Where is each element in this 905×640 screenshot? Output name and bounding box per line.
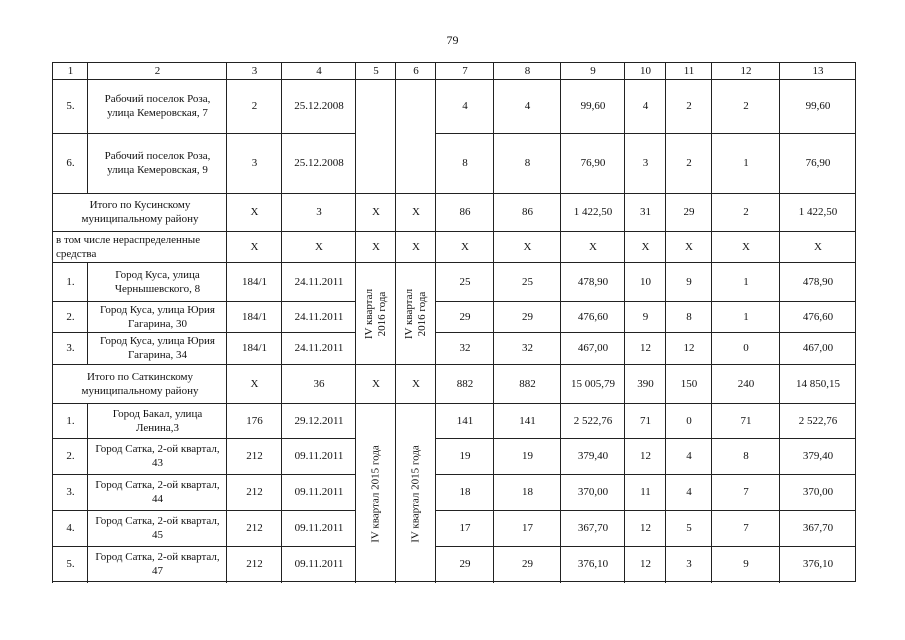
doc-date: 09.11.2011 (281, 474, 356, 511)
doc-date: 09.11.2011 (281, 546, 356, 583)
roza-col6-merged (395, 79, 436, 194)
header-col-13: 13 (779, 62, 856, 80)
address-cell: Рабочий поселок Роза, улица Кемеровская, 7 (87, 79, 227, 134)
col12-value: 8 (711, 438, 780, 475)
col7-value: 19 (435, 438, 494, 475)
total-col-8: 882 (493, 364, 561, 404)
header-col-1: 1 (52, 62, 88, 80)
total-col-12: X (711, 231, 780, 263)
doc-number: 184/1 (226, 332, 282, 365)
col10-value: 11 (624, 474, 666, 511)
total-col-3: X (226, 231, 282, 263)
col7-value: 18 (435, 474, 494, 511)
header-col-12: 12 (711, 62, 780, 80)
col8-value: 17 (493, 510, 561, 547)
total-label: Итого по Саткинскому муниципальному району (52, 364, 227, 404)
row-number: 3. (52, 332, 88, 365)
col8-value: 29 (493, 301, 561, 333)
address-cell: Город Куса, улица Юрия Гагарина, 30 (87, 301, 227, 333)
address-cell: Город Сатка, 2-ой квартал, 45 (87, 510, 227, 547)
header-col-7: 7 (435, 62, 494, 80)
col8-value: 8 (493, 133, 561, 194)
col8-value: 25 (493, 262, 561, 302)
col9-value: 2 522,76 (560, 403, 625, 439)
col10-value: 9 (624, 301, 666, 333)
col11-value: 3 (665, 546, 712, 583)
doc-number: 212 (226, 510, 282, 547)
col8-value: 32 (493, 332, 561, 365)
col9-value: 370,00 (560, 474, 625, 511)
header-col-10: 10 (624, 62, 666, 80)
col13-value: 76,90 (779, 133, 856, 194)
col12-value: 7 (711, 474, 780, 511)
col9-value: 467,00 (560, 332, 625, 365)
col9-value: 379,40 (560, 438, 625, 475)
col7-value: 4 (435, 79, 494, 134)
col11-value: 8 (665, 301, 712, 333)
col9-value: 476,60 (560, 301, 625, 333)
doc-date: 25.12.2008 (281, 133, 356, 194)
col10-value: 71 (624, 403, 666, 439)
doc-number: 3 (226, 133, 282, 194)
address-cell: Город Сатка, 2-ой квартал, 44 (87, 474, 227, 511)
col7-value: 141 (435, 403, 494, 439)
total-col-7: 882 (435, 364, 494, 404)
doc-date: 09.11.2011 (281, 438, 356, 475)
col7-value: 8 (435, 133, 494, 194)
total-col-4: X (281, 231, 356, 263)
doc-date: 24.11.2011 (281, 262, 356, 302)
doc-number: 212 (226, 546, 282, 583)
satka-col6-period-text: IV квартал 2015 года (409, 444, 422, 543)
doc-number: 212 (226, 438, 282, 475)
doc-number: 176 (226, 403, 282, 439)
doc-date: 09.11.2011 (281, 510, 356, 547)
page-number: 79 (446, 33, 459, 47)
col11-value: 5 (665, 510, 712, 547)
col13-value: 99,60 (779, 79, 856, 134)
col9-value: 99,60 (560, 79, 625, 134)
col11-value: 9 (665, 262, 712, 302)
satka-col5-period (355, 403, 396, 583)
col9-value: 367,70 (560, 510, 625, 547)
total-col-7: 86 (435, 193, 494, 232)
col13-value: 2 522,76 (779, 403, 856, 439)
total-col-8: X (493, 231, 561, 263)
col8-value: 29 (493, 546, 561, 583)
total-col-5: X (355, 231, 396, 263)
col11-value: 2 (665, 133, 712, 194)
row-number: 1. (52, 262, 88, 302)
header-col-2: 2 (87, 62, 227, 80)
col7-value: 29 (435, 546, 494, 583)
col12-value: 71 (711, 403, 780, 439)
total-col-7: X (435, 231, 494, 263)
total-col-11: 29 (665, 193, 712, 232)
row-number: 5. (52, 546, 88, 583)
row-number: 4. (52, 510, 88, 547)
col9-value: 478,90 (560, 262, 625, 302)
col12-value: 1 (711, 262, 780, 302)
address-cell: Город Сатка, 2-ой квартал, 47 (87, 546, 227, 583)
col8-value: 18 (493, 474, 561, 511)
total-col-6: X (395, 231, 436, 263)
header-col-3: 3 (226, 62, 282, 80)
satka-col6-period (395, 403, 436, 583)
total-col-12: 240 (711, 364, 780, 404)
doc-date: 25.12.2008 (281, 79, 356, 134)
col8-value: 4 (493, 79, 561, 134)
kusa-col6-period-text: IV квартал 2016 года (402, 288, 428, 340)
total-label: в том числе нераспределенные средства (52, 231, 227, 263)
header-col-5: 5 (355, 62, 396, 80)
total-col-4: 3 (281, 193, 356, 232)
address-cell: Город Куса, улица Чернышевского, 8 (87, 262, 227, 302)
col12-value: 1 (711, 133, 780, 194)
col12-value: 7 (711, 510, 780, 547)
col9-value: 76,90 (560, 133, 625, 194)
total-col-9: 15 005,79 (560, 364, 625, 404)
kusa-col6-period (395, 262, 436, 365)
total-col-9: 1 422,50 (560, 193, 625, 232)
total-col-10: 31 (624, 193, 666, 232)
total-col-6: X (395, 364, 436, 404)
total-col-4: 36 (281, 364, 356, 404)
col8-value: 141 (493, 403, 561, 439)
row-number: 1. (52, 403, 88, 439)
total-col-9: X (560, 231, 625, 263)
total-col-11: X (665, 231, 712, 263)
doc-date: 24.11.2011 (281, 332, 356, 365)
col13-value: 467,00 (779, 332, 856, 365)
col10-value: 12 (624, 438, 666, 475)
doc-number: 212 (226, 474, 282, 511)
col12-value: 2 (711, 79, 780, 134)
kusa-col5-period-text: IV квартал 2016 года (362, 288, 388, 340)
col7-value: 17 (435, 510, 494, 547)
total-col-3: X (226, 364, 282, 404)
col7-value: 29 (435, 301, 494, 333)
col7-value: 25 (435, 262, 494, 302)
col11-value: 2 (665, 79, 712, 134)
col13-value: 367,70 (779, 510, 856, 547)
col10-value: 12 (624, 332, 666, 365)
col13-value: 376,10 (779, 546, 856, 583)
total-col-10: 390 (624, 364, 666, 404)
total-col-13: 14 850,15 (779, 364, 856, 404)
row-number: 2. (52, 301, 88, 333)
total-col-13: 1 422,50 (779, 193, 856, 232)
doc-number: 184/1 (226, 262, 282, 302)
col9-value: 376,10 (560, 546, 625, 583)
col10-value: 4 (624, 79, 666, 134)
header-col-11: 11 (665, 62, 712, 80)
col10-value: 10 (624, 262, 666, 302)
row-number: 5. (52, 79, 88, 134)
doc-date: 29.12.2011 (281, 403, 356, 439)
col8-value: 19 (493, 438, 561, 475)
total-col-8: 86 (493, 193, 561, 232)
header-col-6: 6 (395, 62, 436, 80)
col13-value: 478,90 (779, 262, 856, 302)
col13-value: 476,60 (779, 301, 856, 333)
row-number: 3. (52, 474, 88, 511)
address-cell: Город Сатка, 2-ой квартал, 43 (87, 438, 227, 475)
total-col-5: X (355, 193, 396, 232)
address-cell: Рабочий поселок Роза, улица Кемеровская, 9 (87, 133, 227, 194)
row-number: 2. (52, 438, 88, 475)
doc-number: 2 (226, 79, 282, 134)
roza-col5-merged (355, 79, 396, 194)
col13-value: 379,40 (779, 438, 856, 475)
row-number: 6. (52, 133, 88, 194)
col7-value: 32 (435, 332, 494, 365)
total-col-3: X (226, 193, 282, 232)
total-label: Итого по Кусинскому муниципальному району (52, 193, 227, 232)
total-col-11: 150 (665, 364, 712, 404)
col11-value: 0 (665, 403, 712, 439)
total-col-12: 2 (711, 193, 780, 232)
doc-number: 184/1 (226, 301, 282, 333)
col10-value: 3 (624, 133, 666, 194)
kusa-col5-period (355, 262, 396, 365)
address-cell: Город Куса, улица Юрия Гагарина, 34 (87, 332, 227, 365)
total-col-13: X (779, 231, 856, 263)
header-col-4: 4 (281, 62, 356, 80)
total-col-10: X (624, 231, 666, 263)
header-col-8: 8 (493, 62, 561, 80)
total-col-6: X (395, 193, 436, 232)
address-cell: Город Бакал, улица Ленина,3 (87, 403, 227, 439)
col10-value: 12 (624, 510, 666, 547)
col11-value: 4 (665, 438, 712, 475)
col11-value: 4 (665, 474, 712, 511)
header-col-9: 9 (560, 62, 625, 80)
total-col-5: X (355, 364, 396, 404)
satka-col5-period-text: IV квартал 2015 года (369, 444, 382, 543)
col13-value: 370,00 (779, 474, 856, 511)
col12-value: 0 (711, 332, 780, 365)
col12-value: 1 (711, 301, 780, 333)
col11-value: 12 (665, 332, 712, 365)
col10-value: 12 (624, 546, 666, 583)
doc-date: 24.11.2011 (281, 301, 356, 333)
col12-value: 9 (711, 546, 780, 583)
